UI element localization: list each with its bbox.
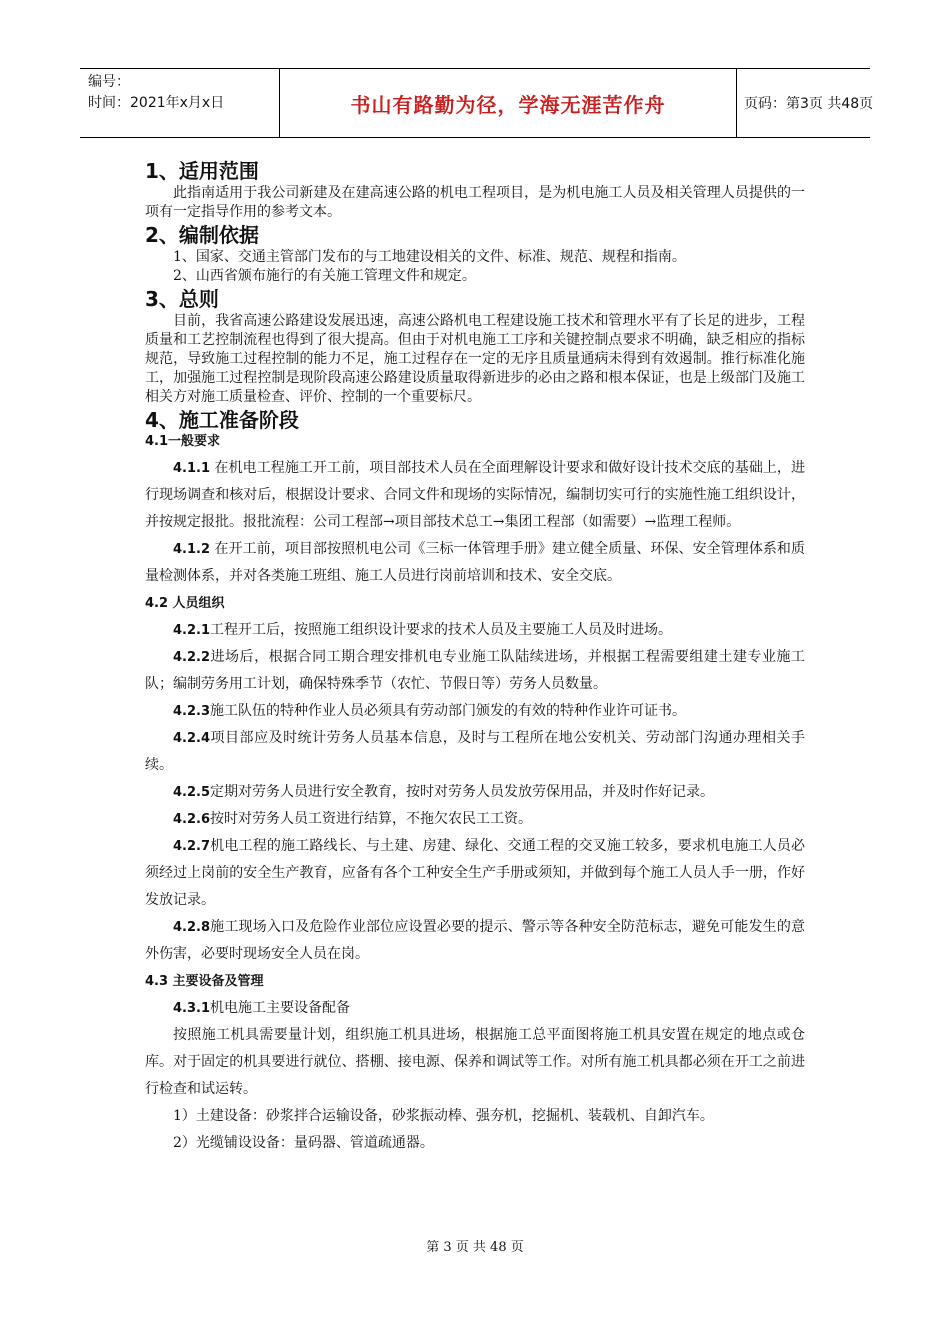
clause-4-1-2 <box>145 536 805 590</box>
clause-number: 4.1.2 <box>173 542 211 557</box>
clause-text: 在开工前，项目部按照机电公司《三标一体管理手册》建立健全质量、环保、安全管理体系和质量检测体系，并对各类施工班组、施工人员进行岗前培训和技术、安全交底。 <box>145 541 805 584</box>
clause-4-1-1 <box>145 455 805 536</box>
subsection-title: 4.3 主要设备及管理 <box>145 974 264 989</box>
clause-number: 4.2.3 <box>173 704 211 719</box>
section-title-1: 1、适用范围 <box>145 159 259 183</box>
clause-4-2-5 <box>145 779 805 806</box>
document-header <box>80 68 874 138</box>
list-item: 1、国家、交通主管部门发布的与工地建设相关的文件、标准、规范、规程和指南。 <box>173 249 686 265</box>
page-footer: 第 3 页 共 48 页 <box>426 1240 524 1255</box>
clause-4-2-1 <box>145 617 805 644</box>
clause-4-2-8 <box>145 914 805 968</box>
section-title-4: 4、施工准备阶段 <box>145 408 299 432</box>
clause-number: 4.2.5 <box>173 785 211 800</box>
clause-number: 4.2.6 <box>173 812 211 827</box>
equipment-item: 2）光缆铺设设备：量码器、管道疏通器。 <box>173 1135 434 1151</box>
clause-number: 4.2.2 <box>173 650 211 665</box>
motto: 书山有路勤为径，学海无涯苦作舟 <box>350 92 666 117</box>
page-info: 页码：第3页 共48页 <box>744 96 874 112</box>
clause-text: 机电施工主要设备配备 <box>210 1000 351 1016</box>
clause-number: 4.2.4 <box>173 731 211 746</box>
clause-4-3-1 <box>145 995 805 1022</box>
list-item: 2、山西省颁布施行的有关施工管理文件和规定。 <box>173 268 476 284</box>
clause-text: 在机电工程施工开工前，项目部技术人员在全面理解设计要求和做好设计技术交底的基础上，进行现场调查和核对后，根据设计要求、合同文件和现场的实际情况，编制切实可行的实施性施工组织设计，并按规定报批。报批流程：公司工程部→项目部技术总工→集团工程部（如需要）→监理工程师。 <box>145 460 805 530</box>
header-motto-cell <box>280 69 737 137</box>
clause-number: 4.3.1 <box>173 1001 211 1016</box>
paragraph: 按照施工机具需要量计划，组织施工机具进场，根据施工总平面图将施工机具安置在规定的地点或仓库。对于固定的机具要进行就位、搭棚、接电源、保养和调试等工作。对所有施工机具都必须在开工之前进行检查和试运转。 <box>145 1027 805 1097</box>
clause-number: 4.2.1 <box>173 623 211 638</box>
clause-text: 进场后，根据合同工期合理安排机电专业施工队陆续进场，并根据工程需要组建土建专业施工队；编制劳务用工计划，确保特殊季节（农忙、节假日等）劳务人员数量。 <box>145 649 805 692</box>
clause-4-2-7 <box>145 833 805 914</box>
clause-4-2-2 <box>145 644 805 698</box>
header-meta-cell <box>80 69 280 137</box>
clause-text: 施工现场入口及危险作业部位应设置必要的提示、警示等各种安全防范标志，避免可能发生的意外伤害，必要时现场安全人员在岗。 <box>145 919 805 962</box>
clause-4-2-4 <box>145 725 805 779</box>
clause-text: 定期对劳务人员进行安全教育，按时对劳务人员发放劳保用品，并及时作好记录。 <box>210 784 715 800</box>
clause-number: 4.2.7 <box>173 839 211 854</box>
section-title-3: 3、总则 <box>145 287 219 311</box>
clause-text: 按时对劳务人员工资进行结算，不拖欠农民工工资。 <box>210 811 533 827</box>
code-label: 编号： <box>88 74 130 90</box>
document-body <box>145 158 805 1157</box>
clause-text: 工程开工后，按照施工组织设计要求的技术人员及主要施工人员及时进场。 <box>210 622 673 638</box>
subsection-title: 4.1一般要求 <box>145 434 221 449</box>
clause-text: 机电工程的施工路线长、与土建、房建、绿化、交通工程的交叉施工较多，要求机电施工人员必须经过上岗前的安全生产教育，应备有各个工种安全生产手册或须知，并做到每个施工人员人手一册，作好发放记录。 <box>145 838 805 908</box>
time-label: 时间：2021年x月x日 <box>88 95 225 111</box>
clause-number: 4.2.8 <box>173 920 211 935</box>
paragraph: 此指南适用于我公司新建及在建高速公路的机电工程项目，是为机电施工人员及相关管理人员提供的一项有一定指导作用的参考文本。 <box>145 185 805 220</box>
clause-number: 4.1.1 <box>173 461 211 476</box>
subsection-title: 4.2 人员组织 <box>145 596 225 611</box>
equipment-item: 1）土建设备：砂浆拌合运输设备，砂浆振动棒、强夯机，挖掘机、装载机、自卸汽车。 <box>173 1108 714 1124</box>
paragraph: 目前，我省高速公路建设发展迅速，高速公路机电工程建设施工技术和管理水平有了长足的进步，工程质量和工艺控制流程也得到了很大提高。但由于对机电施工工序和关键控制点要求不明确，缺乏相应的指标规范，导致施工过程控制的能力不足，施工过程存在一定的无序且质量通病未得到有效遏制。推行标准化施工，加强施工过程控制是现阶段高速公路建设质量取得新进步的必由之路和根本保证，也是上级部门及施工相关方对施工质量检查、评价、控制的一个重要标尺。 <box>145 313 805 405</box>
clause-text: 项目部应及时统计劳务人员基本信息，及时与工程所在地公安机关、劳动部门沟通办理相关手续。 <box>145 730 805 773</box>
clause-text: 施工队伍的特种作业人员必须具有劳动部门颁发的有效的特种作业许可证书。 <box>210 703 687 719</box>
clause-4-2-6 <box>145 806 805 833</box>
section-title-2: 2、编制依据 <box>145 223 259 247</box>
clause-4-2-3 <box>145 698 805 725</box>
